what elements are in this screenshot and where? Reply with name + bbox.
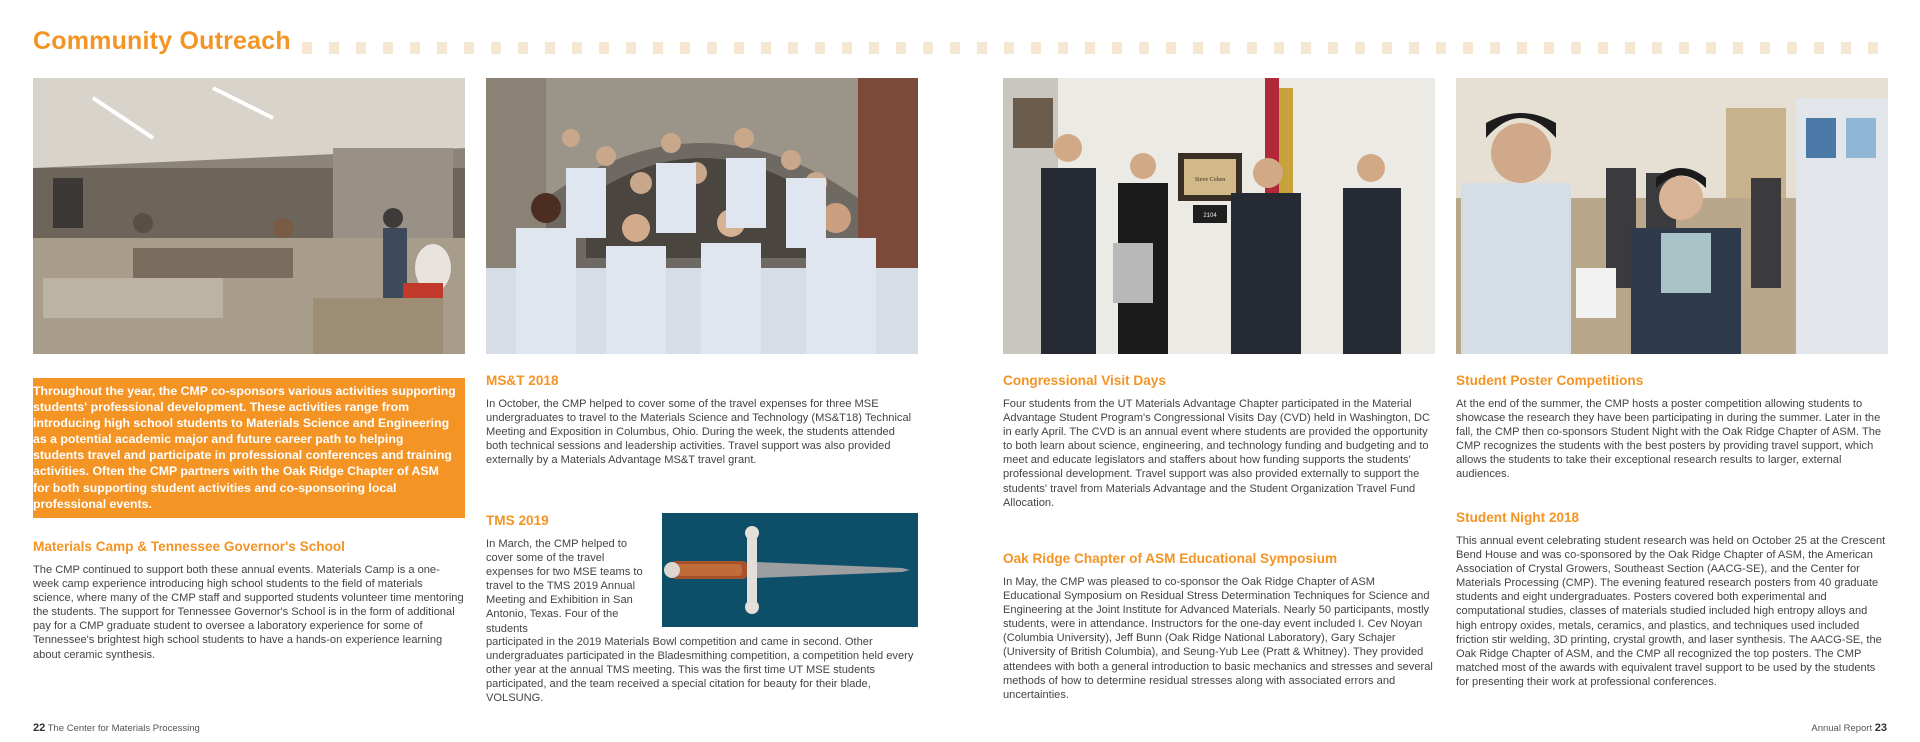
plaque-room: 2104 bbox=[1203, 213, 1217, 219]
asm-heading: Oak Ridge Chapter of ASM Educational Symposium bbox=[1003, 551, 1338, 566]
mst-body: In October, the CMP helped to cover some of the travel expenses for three MSE undergraduates to travel to the Materials Science and Technology (MS&T18) Technical Meeting and Exposition in Columbus, Ohio. During the week, the students attended both technical sessions and leadership activities. Travel support was also provided externally by a Materials Advantage MS&T travel grant. bbox=[486, 398, 912, 467]
footer-left-text: The Center for Materials Processing bbox=[47, 723, 200, 734]
footer-left bbox=[33, 722, 200, 734]
decorative-square-strip bbox=[302, 42, 1890, 54]
tms-body-wrapped: In March, the CMP helped to cover some of the travel expenses for two MSE teams to travel to the TMS 2019 Annual Meeting and Exhibition in San Antonio, Texas. Four of the students bbox=[486, 538, 643, 635]
cvd-body: Four students from the UT Materials Advantage Chapter participated in the Material Advantage Student Program's Congressional Visits Day (CVD) held in Washington, DC in early April. The CVD is an annual event where students are provided the opportunity to both learn about science, engineering, and technology funding and budgeting and to meet and educate legislators and staffers about how funding supports the students' professional development. Travel support was also provided externally to support the students' travel from Materials Advantage and the Student Organization Travel Fund Allocation. bbox=[1003, 398, 1430, 509]
camp-body: The CMP continued to support both these annual events. Materials Camp is a one-week camp experience introducing high school students to the field of materials science, where many of the CMP staff and supported students volunteer time mentoring the students. The support for Tennessee Governor's School is in the form of additional pay for a CMP graduate student to oversee a laboratory experience for some of Tennessee's brightest high school students to have a hands-on experience learning about ceramic synthesis. bbox=[33, 564, 464, 661]
camp-heading: Materials Camp & Tennessee Governor's School bbox=[33, 539, 345, 554]
page-number-right: 23 bbox=[1874, 722, 1887, 734]
photo-student-group bbox=[486, 78, 918, 354]
tms-body-full: participated in the 2019 Materials Bowl competition and came in second. Other undergraduates participated in the Bladesmithing competition, a competition held every other year at the annual TMS meeting. This was the first time UT MSE students participated, and the team received a special citation for beauty for their blade, VOLSUNG. bbox=[486, 636, 914, 705]
photo-congressional-visit bbox=[1003, 78, 1435, 354]
page-title: Community Outreach bbox=[33, 27, 291, 55]
night-heading: Student Night 2018 bbox=[1456, 510, 1580, 525]
poster-heading: Student Poster Competitions bbox=[1456, 373, 1644, 388]
poster-body: At the end of the summer, the CMP hosts a poster competition allowing students to showcase the research they have been participating in during the summer. Later in the fall, the CMP then co-sponsors Student Night with the Oak Ridge Chapter of ASM. The CMP recognizes the students with the best posters by providing travel support, which allows the students to take their exceptional research results to larger, external audiences. bbox=[1456, 398, 1882, 481]
mst-heading: MS&T 2018 bbox=[486, 373, 559, 388]
night-body: This annual event celebrating student research was held on October 25 at the Crescent Bend House and was co-sponsored by the Oak Ridge Chapter of ASM, the American Association of Crystal Growers, Southeast Section (AACG-SE), and the Center for Materials Processing (CMP). The evening featured research posters from 40 graduate students and eight undergraduates. Posters covered both experimental and computational studies, classes of materials studied included high entropy alloys and high entropy oxides, metals, ceramics, and plastics, and techniques used included friction stir welding, 3D printing, crystal growth, and laser synthesis. The AACG-SE, the Oak Ridge Chapter of ASM, and the CMP all recognized the top posters. The CMP matched most of the awards with equivalent travel support to be used by the students for presenting their work at professional conferences. bbox=[1456, 535, 1886, 688]
footer-right-text: Annual Report bbox=[1811, 723, 1873, 734]
intro-callout bbox=[33, 378, 465, 518]
cvd-heading: Congressional Visit Days bbox=[1003, 373, 1166, 388]
plaque-name: Steve Cohen bbox=[1194, 177, 1226, 183]
photo-blade-volsung bbox=[662, 513, 918, 627]
page-number-left: 22 bbox=[33, 722, 46, 734]
photo-poster-session bbox=[1456, 78, 1888, 354]
photo-ceramics-studio bbox=[33, 78, 465, 354]
intro-text: Throughout the year, the CMP co-sponsors various activities supporting students' professional development. These activities range from introducing high school students to Materials Science and Engineering as a potential academic major and future career path to helping students travel and participate in professional conferences and training activities. Often the CMP partners with the Oak Ridge Chapter of ASM for both supporting student activities and co-sponsoring local professional events. bbox=[33, 384, 456, 511]
footer-right bbox=[1811, 722, 1887, 734]
tms-heading: TMS 2019 bbox=[486, 513, 549, 528]
asm-body: In May, the CMP was pleased to co-sponsor the Oak Ridge Chapter of ASM Educational Symposium on Residual Stress Determination Techniques for Science and Engineering at the Joint Institute for Advanced Materials. Nearly 50 participants, mostly students, were in attendance. Instructors for the one-day event included I. Cev Noyan (Columbia University), Jeff Bunn (Oak Ridge National Laboratory), Gary Schajer (University of British Columbia), and Seung-Yub Lee (Pratt & Whitney). They provided attendees with both a general introduction to basic mechanics and stresses and several methods of how to determine residual stresses along with associated errors and uncertainties. bbox=[1003, 576, 1433, 701]
